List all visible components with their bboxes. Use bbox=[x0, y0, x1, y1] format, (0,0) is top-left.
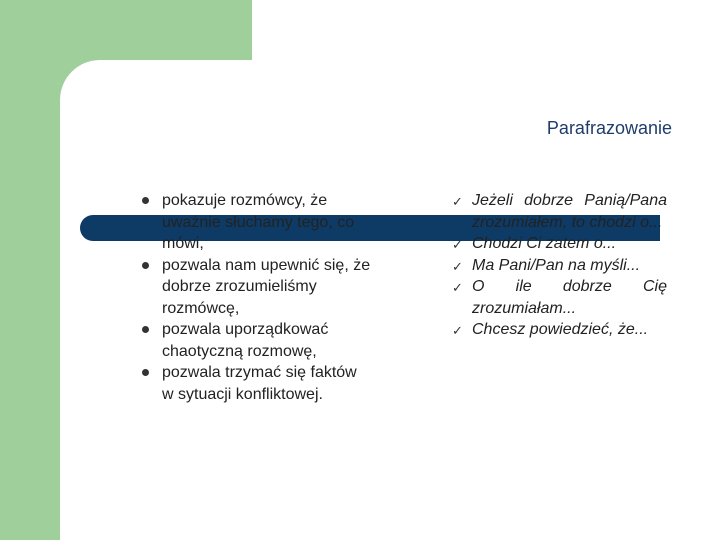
list-item bbox=[142, 362, 372, 405]
list-item bbox=[142, 190, 372, 255]
list-item bbox=[452, 233, 667, 255]
benefits-list bbox=[142, 190, 372, 405]
list-item bbox=[452, 319, 667, 341]
list-item bbox=[452, 255, 667, 277]
list-item-text: O ile dobrze Cię zrozumiałam... bbox=[472, 278, 667, 317]
list-item bbox=[142, 255, 372, 320]
checkmark-icon: ✓ bbox=[452, 323, 463, 338]
list-item bbox=[142, 319, 372, 362]
list-item-text: pozwala nam upewnić się, że dobrze zrozumieliśmy rozmówcę, bbox=[162, 256, 371, 317]
disc-bullet-icon bbox=[142, 262, 149, 269]
list-item-text: Chcesz powiedzieć, że... bbox=[472, 321, 649, 338]
checkmark-icon: ✓ bbox=[452, 280, 463, 295]
list-item-text: Ma Pani/Pan na myśli... bbox=[472, 256, 641, 274]
list-item-text: pozwala trzymać się faktów w sytuacji konfliktowej. bbox=[162, 364, 357, 403]
list-item bbox=[452, 190, 667, 233]
phrases-list bbox=[452, 190, 667, 341]
list-item bbox=[452, 276, 667, 319]
disc-bullet-icon bbox=[142, 326, 149, 333]
list-item-text: pokazuje rozmówcy, że uważnie słuchamy tego, co mówi, bbox=[162, 192, 355, 252]
list-item-text: Jeżeli dobrze Panią/Pana zrozumiałem, to chodzi o... bbox=[472, 192, 667, 231]
list-item-text: Chodzi Ci zatem o... bbox=[472, 235, 617, 252]
disc-bullet-icon bbox=[142, 369, 149, 376]
disc-bullet-icon bbox=[142, 197, 149, 204]
checkmark-icon: ✓ bbox=[452, 258, 463, 274]
slide-title: Parafrazowanie bbox=[546, 118, 672, 138]
checkmark-icon: ✓ bbox=[452, 237, 463, 252]
checkmark-icon: ✓ bbox=[452, 194, 463, 209]
list-item-text: pozwala uporządkować chaotyczną rozmowę, bbox=[162, 321, 329, 360]
decor-green-strip bbox=[0, 0, 60, 540]
